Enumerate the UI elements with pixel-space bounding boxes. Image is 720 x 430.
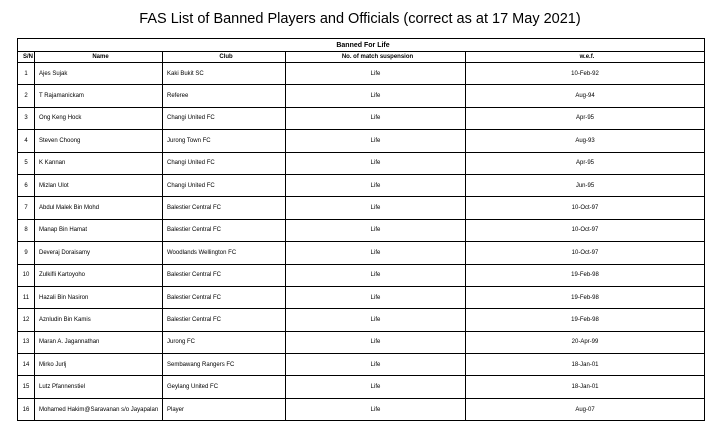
table-row: [18, 242, 705, 264]
cell-club: Kaki Bukit SC: [163, 63, 286, 85]
cell-name: Deveraj Doraisamy: [35, 242, 163, 264]
cell-club: Woodlands Wellington FC: [163, 242, 286, 264]
cell-club: Balestier Central FC: [163, 286, 286, 308]
cell-suspension: Life: [286, 398, 466, 420]
cell-name: Hazali Bin Nasiron: [35, 286, 163, 308]
cell-sn: 1: [18, 63, 35, 85]
cell-wef: 10-Feb-92: [466, 63, 705, 85]
cell-wef: Aug-93: [466, 130, 705, 152]
section-header-row: [18, 39, 705, 52]
cell-name: Mirko Jurlj: [35, 354, 163, 376]
cell-suspension: Life: [286, 309, 466, 331]
cell-suspension: Life: [286, 107, 466, 129]
cell-suspension: Life: [286, 85, 466, 107]
table-row: [18, 309, 705, 331]
cell-name: Zulkifli Kartoyoho: [35, 264, 163, 286]
table-row: [18, 197, 705, 219]
document-title: FAS List of Banned Players and Officials (correct as at 17 May 2021): [139, 11, 581, 27]
table-row: [18, 219, 705, 241]
column-header-suspension: No. of match suspension: [286, 52, 466, 63]
cell-name: Ong Keng Hock: [35, 107, 163, 129]
column-header-sn: S/N: [18, 52, 35, 63]
cell-sn: 15: [18, 376, 35, 398]
cell-wef: 10-Oct-97: [466, 197, 705, 219]
cell-wef: 10-Oct-97: [466, 242, 705, 264]
column-header-name: Name: [35, 52, 163, 63]
cell-name: Aznludin Bin Kamis: [35, 309, 163, 331]
table-row: [18, 85, 705, 107]
cell-wef: 18-Jan-01: [466, 376, 705, 398]
cell-sn: 4: [18, 130, 35, 152]
table-body: [18, 63, 705, 421]
cell-sn: 8: [18, 219, 35, 241]
cell-name: T Rajamanickam: [35, 85, 163, 107]
cell-suspension: Life: [286, 354, 466, 376]
cell-suspension: Life: [286, 197, 466, 219]
cell-club: Balestier Central FC: [163, 264, 286, 286]
cell-sn: 10: [18, 264, 35, 286]
cell-sn: 13: [18, 331, 35, 353]
cell-club: Changi United FC: [163, 107, 286, 129]
cell-sn: 9: [18, 242, 35, 264]
table-row: [18, 63, 705, 85]
cell-sn: 14: [18, 354, 35, 376]
cell-wef: 19-Feb-98: [466, 309, 705, 331]
cell-club: Changi United FC: [163, 152, 286, 174]
cell-name: K Kannan: [35, 152, 163, 174]
cell-club: Jurong Town FC: [163, 130, 286, 152]
cell-name: Mohamed Hakim@Saravanan s/o Jayapalan: [35, 398, 163, 420]
column-header-row: [18, 52, 705, 63]
column-header-wef: w.e.f.: [466, 52, 705, 63]
cell-suspension: Life: [286, 63, 466, 85]
cell-sn: 6: [18, 174, 35, 196]
cell-wef: 10-Oct-97: [466, 219, 705, 241]
cell-wef: 18-Jan-01: [466, 354, 705, 376]
cell-wef: Apr-95: [466, 152, 705, 174]
cell-sn: 7: [18, 197, 35, 219]
cell-sn: 5: [18, 152, 35, 174]
cell-name: Mizlan Ulot: [35, 174, 163, 196]
cell-name: Manap Bin Hamat: [35, 219, 163, 241]
cell-wef: Apr-95: [466, 107, 705, 129]
cell-wef: 19-Feb-98: [466, 264, 705, 286]
cell-suspension: Life: [286, 264, 466, 286]
cell-name: Steven Choong: [35, 130, 163, 152]
table-row: [18, 107, 705, 129]
cell-club: Jurong FC: [163, 331, 286, 353]
cell-wef: Aug-07: [466, 398, 705, 420]
cell-sn: 11: [18, 286, 35, 308]
table-row: [18, 398, 705, 420]
table-row: [18, 174, 705, 196]
cell-suspension: Life: [286, 286, 466, 308]
cell-club: Referee: [163, 85, 286, 107]
cell-club: Player: [163, 398, 286, 420]
cell-suspension: Life: [286, 152, 466, 174]
cell-wef: Aug-94: [466, 85, 705, 107]
cell-wef: Jun-95: [466, 174, 705, 196]
banned-list-table: [17, 38, 705, 421]
table-row: [18, 354, 705, 376]
cell-club: Changi United FC: [163, 174, 286, 196]
cell-suspension: Life: [286, 219, 466, 241]
cell-suspension: Life: [286, 174, 466, 196]
cell-suspension: Life: [286, 242, 466, 264]
cell-suspension: Life: [286, 331, 466, 353]
cell-sn: 2: [18, 85, 35, 107]
cell-suspension: Life: [286, 376, 466, 398]
column-header-club: Club: [163, 52, 286, 63]
table-row: [18, 264, 705, 286]
cell-sn: 12: [18, 309, 35, 331]
cell-name: Maran A. Jagannathan: [35, 331, 163, 353]
cell-club: Geylang United FC: [163, 376, 286, 398]
table-row: [18, 376, 705, 398]
cell-club: Balestier Central FC: [163, 309, 286, 331]
cell-name: Lutz Pfannenstiel: [35, 376, 163, 398]
section-header: Banned For Life: [18, 39, 705, 52]
cell-club: Balestier Central FC: [163, 219, 286, 241]
cell-wef: 20-Apr-99: [466, 331, 705, 353]
cell-club: Balestier Central FC: [163, 197, 286, 219]
cell-name: Ajes Sujak: [35, 63, 163, 85]
cell-sn: 16: [18, 398, 35, 420]
table-row: [18, 331, 705, 353]
table-row: [18, 152, 705, 174]
table-row: [18, 130, 705, 152]
cell-wef: 19-Feb-98: [466, 286, 705, 308]
cell-suspension: Life: [286, 130, 466, 152]
cell-sn: 3: [18, 107, 35, 129]
table-row: [18, 286, 705, 308]
cell-club: Sembawang Rangers FC: [163, 354, 286, 376]
cell-name: Abdul Malek Bin Mohd: [35, 197, 163, 219]
